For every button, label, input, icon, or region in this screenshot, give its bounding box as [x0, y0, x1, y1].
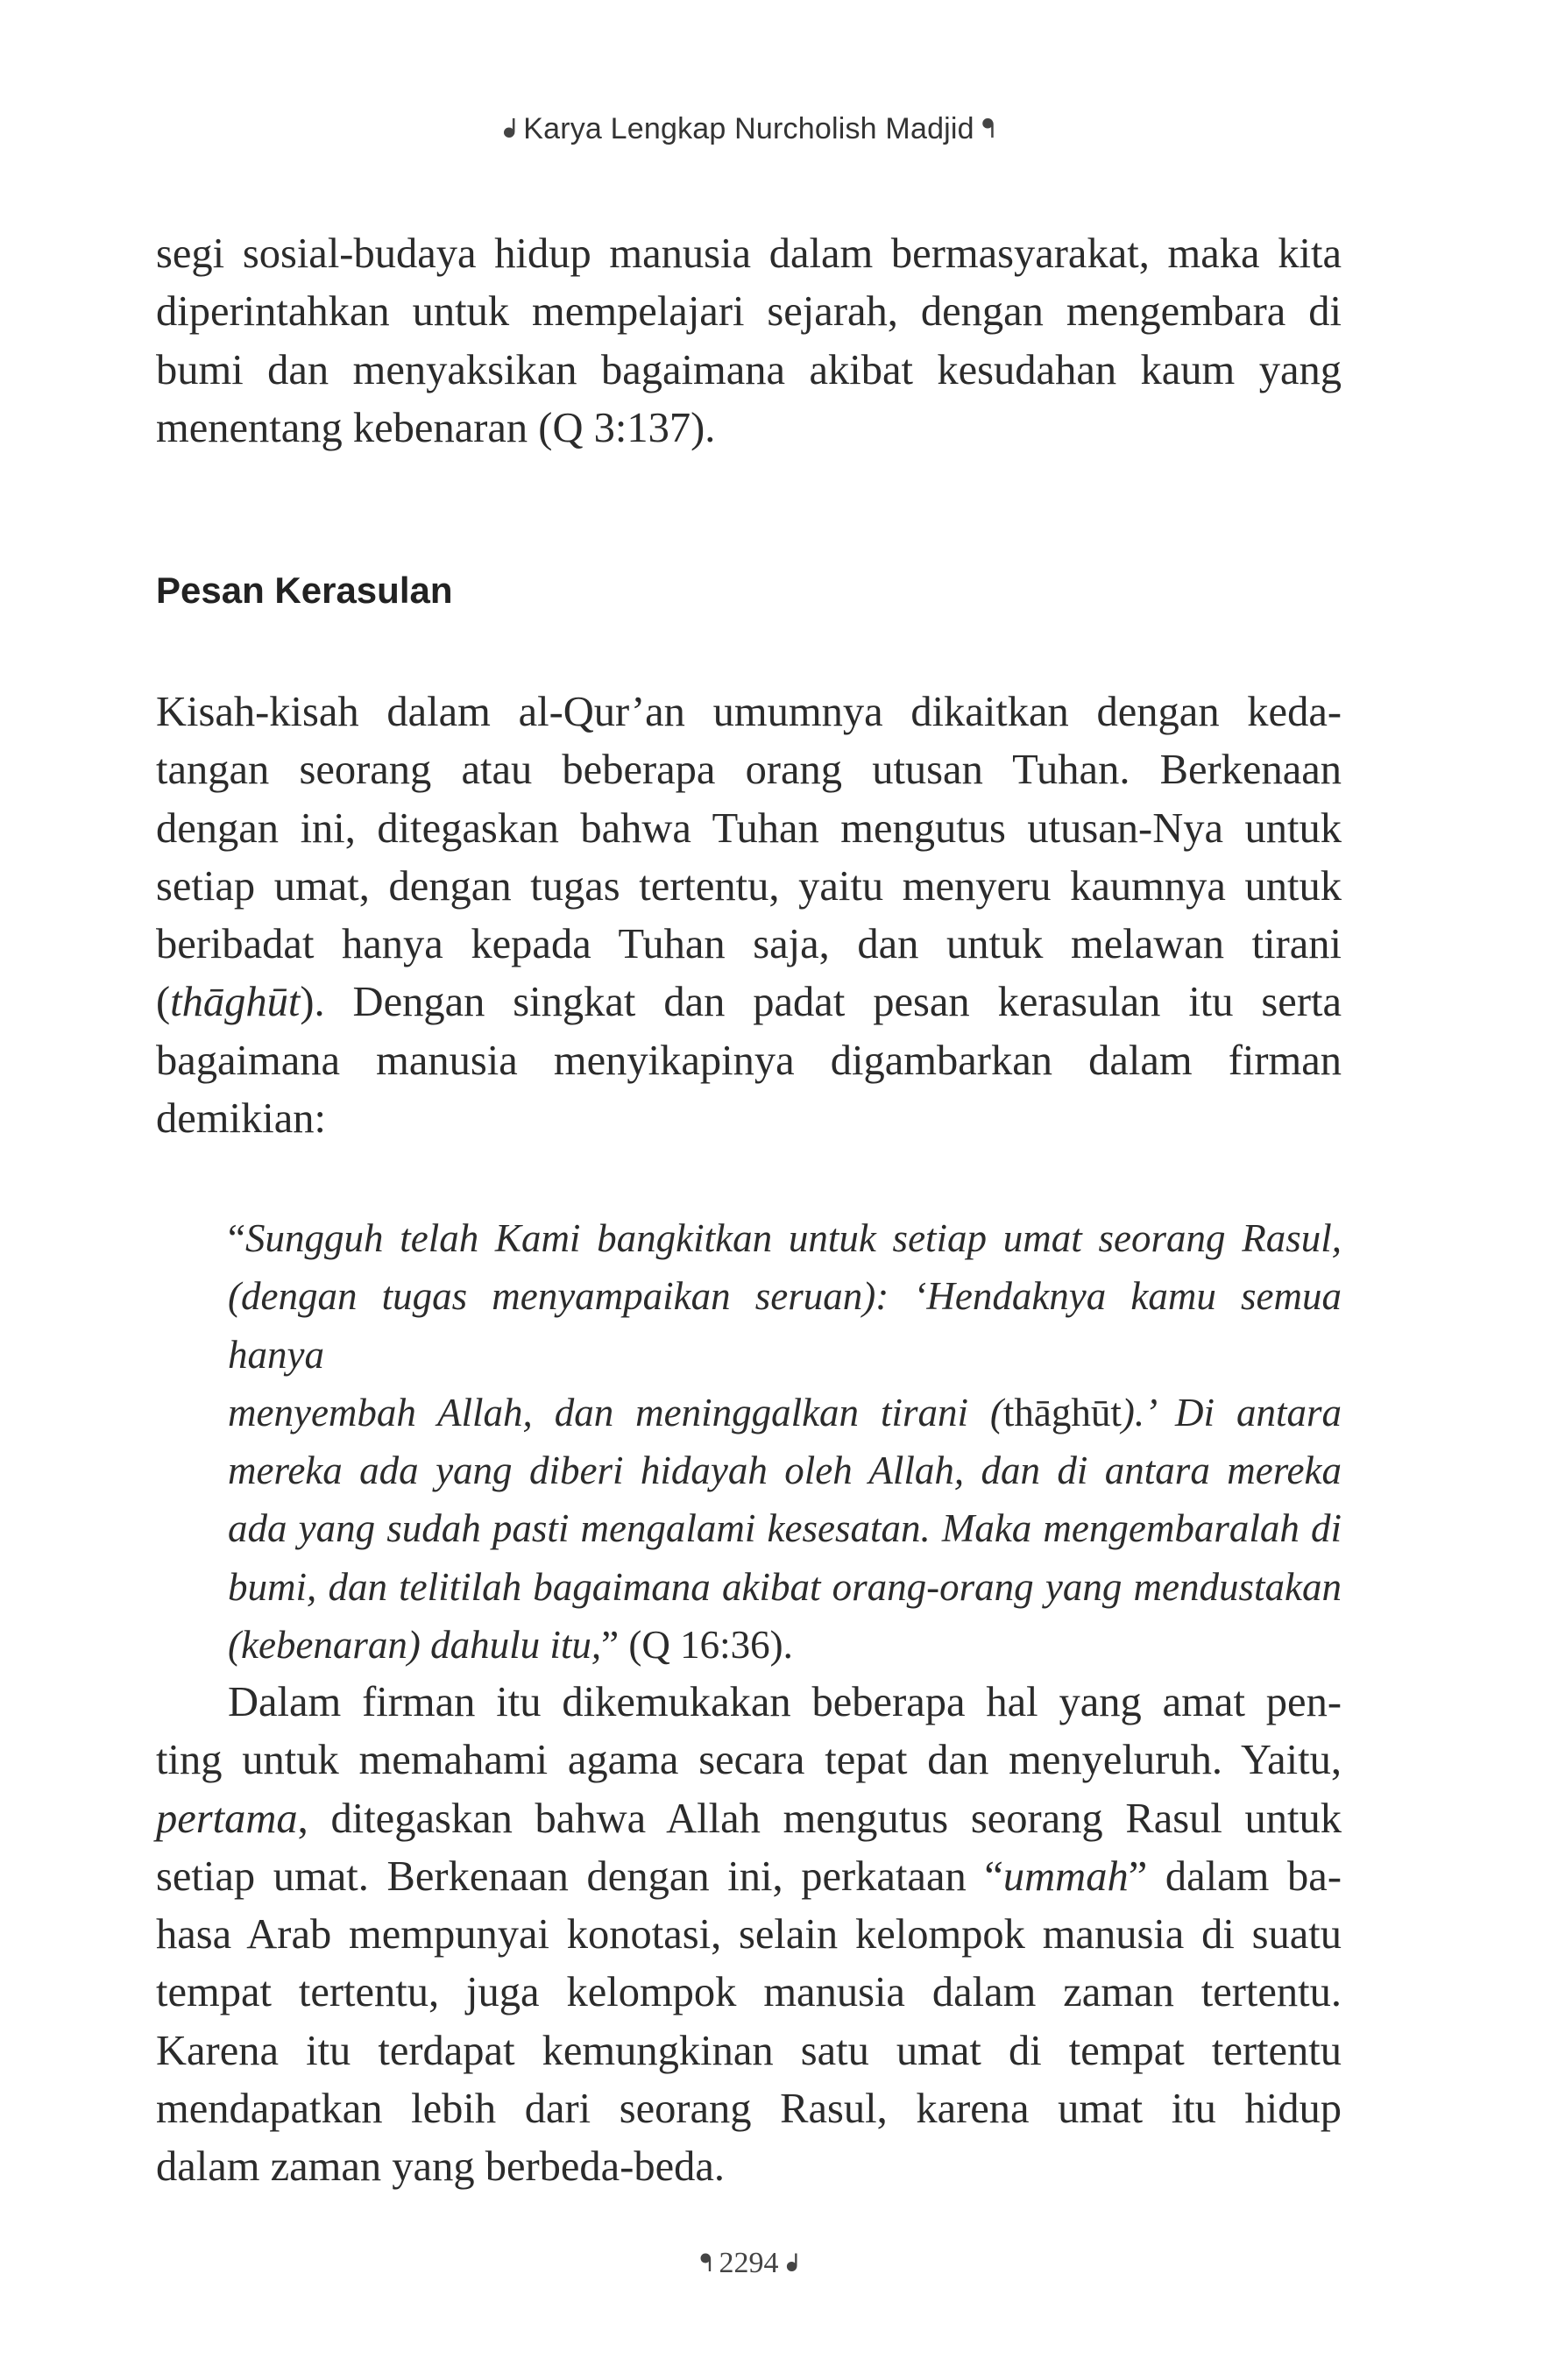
text-line: bumi dan menyaksikan bagaimana akibat kesudahan kaum yang [156, 346, 1342, 393]
text-line: tempat tertentu, juga kelompok manusia dalam zaman tertentu. [156, 1969, 1342, 2016]
text-line: setiap umat, dengan tugas tertentu, yaitu menyeru kaumnya untuk [156, 862, 1342, 910]
open-quote-mark: “ [228, 1216, 245, 1260]
text-line [156, 974, 1342, 1031]
running-header [156, 112, 1342, 146]
text-line: tangan seorang atau beberapa orang utusan Tuhan. Berkenaan [156, 747, 1342, 794]
section-heading: Pesan Kerasulan [156, 570, 453, 611]
ornament-left-icon: ᖱ [502, 114, 517, 145]
quote-line [228, 1616, 1342, 1674]
quote-line [228, 1384, 1342, 1441]
paragraph-2 [156, 684, 1342, 1148]
text-line [156, 1848, 1342, 1906]
text-line: ting untuk memahami agama secara tepat dan menyeluruh. Yaitu, [156, 1737, 1342, 1784]
text-line: dengan ini, ditegaskan bahwa Tuhan mengutus utusan-Nya untuk [156, 804, 1342, 852]
text-line: diperintahkan untuk mempelajari sejarah, dengan mengembara di [156, 288, 1342, 336]
citation: ” (Q 16:36). [601, 1623, 793, 1668]
text-line: menentang kebenaran (Q 3:137). [156, 404, 716, 451]
text-line: demikian: [156, 1095, 326, 1143]
text-run: setiap umat. Berkenaan dengan ini, perkataan “ [156, 1852, 1003, 1900]
paragraph-1 [156, 225, 1342, 457]
text-line: Kisah-kisah dalam al-Qur’an umumnya dikaitkan dengan keda- [156, 689, 1342, 735]
block-quote [228, 1209, 1342, 1674]
quote-line: bumi, dan telitilah bagaimana akibat orang-orang yang mendustakan [228, 1564, 1342, 1609]
ornament-right-icon: ᖳ [981, 114, 995, 145]
text-line: Dalam firman itu dikemukakan beberapa hal yang amat pen- [228, 1679, 1342, 1725]
text-run: ). Dengan singkat dan padat pesan kerasulan itu serta [300, 979, 1342, 1026]
text-line: hasa Arab mempunyai konotasi, selain kelompok manusia di suatu [156, 1911, 1342, 1959]
text-run: ” dalam ba- [1128, 1852, 1342, 1900]
italic-term: thāghūt [170, 979, 301, 1026]
italic-term: pertama [156, 1795, 298, 1842]
text-run: ).’ Di antara [1121, 1390, 1342, 1434]
text-run: (kebenaran) dahulu itu, [228, 1623, 602, 1668]
running-header-title: Karya Lengkap Nurcholish Madjid [523, 112, 974, 145]
text-line: Karena itu terdapat kemungkinan satu umat di tempat tertentu [156, 2027, 1342, 2074]
text-line: mendapatkan lebih dari seorang Rasul, karena umat itu hidup [156, 2086, 1342, 2133]
ornament-left-icon: ᖳ [699, 2249, 712, 2277]
quote-line [228, 1209, 1342, 1267]
text-run: Sungguh telah Kami bangkitkan untuk setiap umat seorang Rasul, [244, 1216, 1342, 1260]
text-run: menyembah Allah, dan meninggalkan tirani ( [228, 1390, 1003, 1434]
text-line: segi sosial-budaya hidup manusia dalam bermasyarakat, maka kita [156, 230, 1342, 277]
page-footer [156, 2247, 1342, 2280]
text-line: dalam zaman yang berbeda-beda. [156, 2143, 726, 2191]
italic-term: ummah [1002, 1852, 1129, 1900]
quote-line: (dengan tugas menyampaikan seruan): ‘Hendaknya kamu semua hanya [228, 1274, 1342, 1377]
text-run: , ditegaskan bahwa Allah mengutus seorang Rasul untuk [297, 1795, 1342, 1842]
quote-line: ada yang sudah pasti mengalami kesesatan. Maka mengembaralah di [228, 1506, 1342, 1551]
text-run: ( [156, 979, 171, 1026]
paragraph-3 [156, 1674, 1342, 2197]
ornament-right-icon: ᖱ [785, 2249, 798, 2277]
quote-line: mereka ada yang diberi hidayah oleh Allah, dan di antara mereka [228, 1449, 1342, 1493]
upright-term: thāghūt [1002, 1390, 1122, 1434]
text-line: bagaimana manusia menyikapinya digambarkan dalam firman [156, 1037, 1342, 1084]
text-line [156, 1790, 1342, 1848]
text-line: beribadat hanya kepada Tuhan saja, dan untuk melawan tirani [156, 921, 1342, 968]
page-number: 2294 [719, 2247, 779, 2279]
